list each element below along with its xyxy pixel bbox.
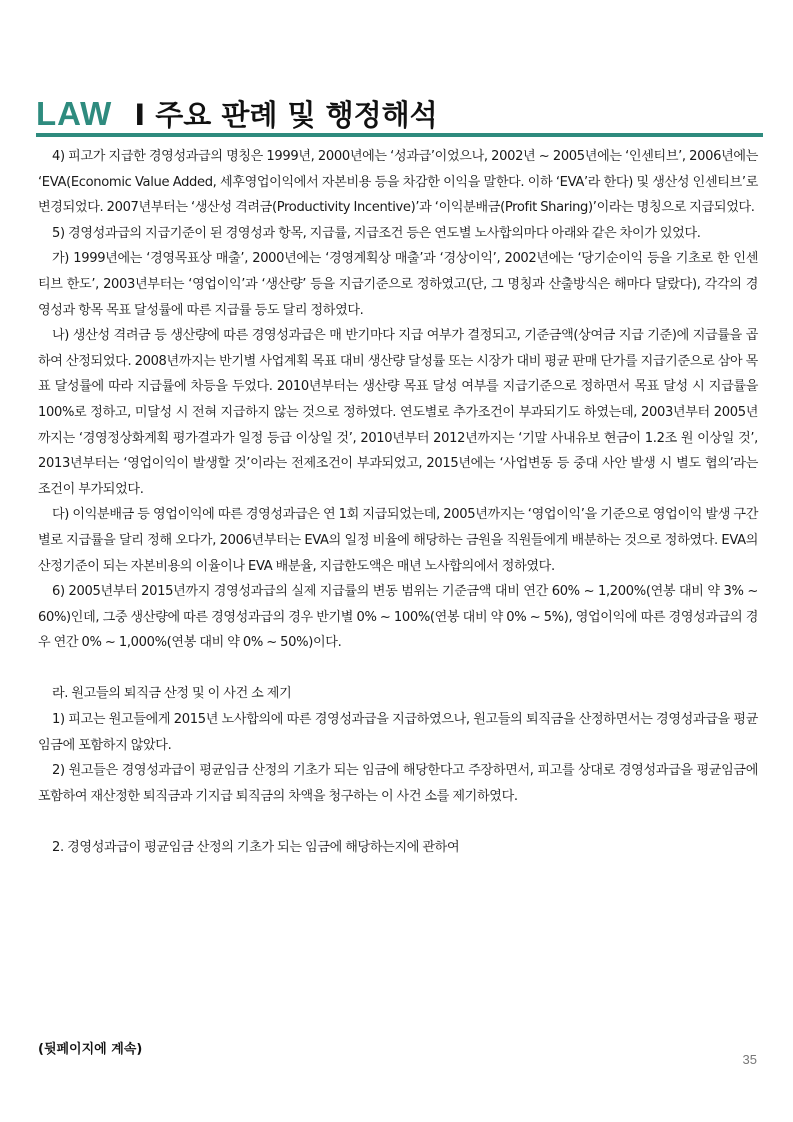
spacer: [38, 809, 758, 835]
header-rule: [36, 133, 763, 137]
page-header: [36, 88, 438, 130]
section-heading-2: 2. 경영성과급이 평균임금 산정의 기초가 되는 임금에 해당하는지에 관하여: [52, 840, 460, 856]
continued-note: (뒷페이지에 계속): [38, 1042, 143, 1057]
section-title: I 주요 판례 및 행정해석: [134, 98, 438, 132]
document-body: [38, 144, 758, 861]
paragraph-6: 6) 2005년부터 2015년까지 경영성과급의 실제 지급률의 변동 범위는 기준금액 대비 연간 60% ~ 1,200%(연봉 대비 약 3% ~ 60%)인데, 그중 생산량에 따른 경영성과급의 경우 반기별 0% ~ 100%(연봉 대비 약 0% ~ 5%), 영업이익에 따른 경영성과급의 경우 연간 0% ~ 1,000%(연봉 대비 약 0% ~ 50%)이다.: [38, 584, 758, 651]
paragraph-ra-2: 2) 원고들은 경영성과급이 평균임금 산정의 기초가 되는 임금에 해당한다고 주장하면서, 피고를 상대로 경영성과급을 평균임금에 포함하여 재산정한 퇴직금과 기지급 퇴직금의 차액을 청구하는 이 사건 소를 제기하였다.: [38, 763, 758, 804]
paragraph-5: 5) 경영성과급의 지급기준이 된 경영성과 항목, 지급률, 지급조건 등은 연도별 노사합의마다 아래와 같은 차이가 있었다.: [52, 225, 701, 241]
section-heading-ra: 라. 원고들의 퇴직금 산정 및 이 사건 소 제기: [52, 686, 292, 702]
law-label: LAW: [36, 95, 113, 132]
paragraph-4: 4) 피고가 지급한 경영성과급의 명칭은 1999년, 2000년에는 ‘성과급’이었으나, 2002년 ~ 2005년에는 ‘인센티브’, 2006년에는 ‘EVA(Economic Value Added, 세후영업이익에서 자본비용 등을 차감한 이익을 말한다. 이하 ‘EVA’라 한다) 및 생산성 인센티브’로 변경되었다. 2007년부터는 ‘생산성 격려금(Productivity Incentive)’과 ‘이익분배금(Profit Sharing)’이라는 명칭으로 지급되었다.: [38, 149, 758, 216]
page-number: 35: [742, 1052, 757, 1067]
paragraph-5-da: 다) 이익분배금 등 영업이익에 따른 경영성과급은 연 1회 지급되었는데, 2005년까지는 ‘영업이익’을 기준으로 영업이익 발생 구간별로 지급률을 달리 정해 오다가, 2006년부터는 EVA의 일정 비율에 해당하는 금원을 직원들에게 배분하는 것으로 정하였다. EVA의 산정기준이 되는 자본비용의 이율이나 EVA 배분율, 지급한도액은 매년 노사합의에서 정하였다.: [38, 507, 758, 574]
paragraph-ra-1: 1) 피고는 원고들에게 2015년 노사합의에 따른 경영성과급을 지급하였으나, 원고들의 퇴직금을 산정하면서는 경영성과급을 평균임금에 포함하지 않았다.: [38, 712, 758, 753]
spacer: [38, 656, 758, 682]
paragraph-5-ga: 가) 1999년에는 ‘경영목표상 매출’, 2000년에는 ‘경영계획상 매출’과 ‘경상이익’, 2002년에는 ‘당기순이익 등을 기초로 한 인센티브 한도’, 2003년부터는 ‘영업이익’과 ‘생산량’ 등을 지급기준으로 정하였고(단, 그 명칭과 산출방식은 해마다 달랐다), 각각의 경영성과 항목 목표 달성률에 따른 지급률 등도 달리 정하였다.: [38, 251, 758, 318]
paragraph-5-na: 나) 생산성 격려금 등 생산량에 따른 경영성과급은 매 반기마다 지급 여부가 결정되고, 기준금액(상여금 지급 기준)에 지급률을 곱하여 산정되었다. 2008년까지는 반기별 사업계획 목표 대비 생산량 달성률 또는 시장가 대비 평균 판매 단가를 지급기준으로 삼아 목표 달성률에 따라 지급률에 차등을 두었다. 2010년부터는 생산량 목표 달성 여부를 지급기준으로 정하면서 목표 달성 시 지급률을 100%로 정하고, 미달성 시 전혀 지급하지 않는 것으로 정하였다. 연도별로 추가조건이 부과되기도 하였는데, 2003년부터 2005년까지는 ‘경영정상화계획 평가결과가 일정 등급 이상일 것’, 2010년부터 2012년까지는 ‘기말 사내유보 현금이 1.2조 원 이상일 것’, 2013년부터는 ‘영업이익이 발생할 것’이라는 전제조건이 부과되었고, 2015년에는 ‘사업변동 등 중대 사안 발생 시 별도 협의’라는 조건이 부가되었다.: [38, 328, 758, 497]
